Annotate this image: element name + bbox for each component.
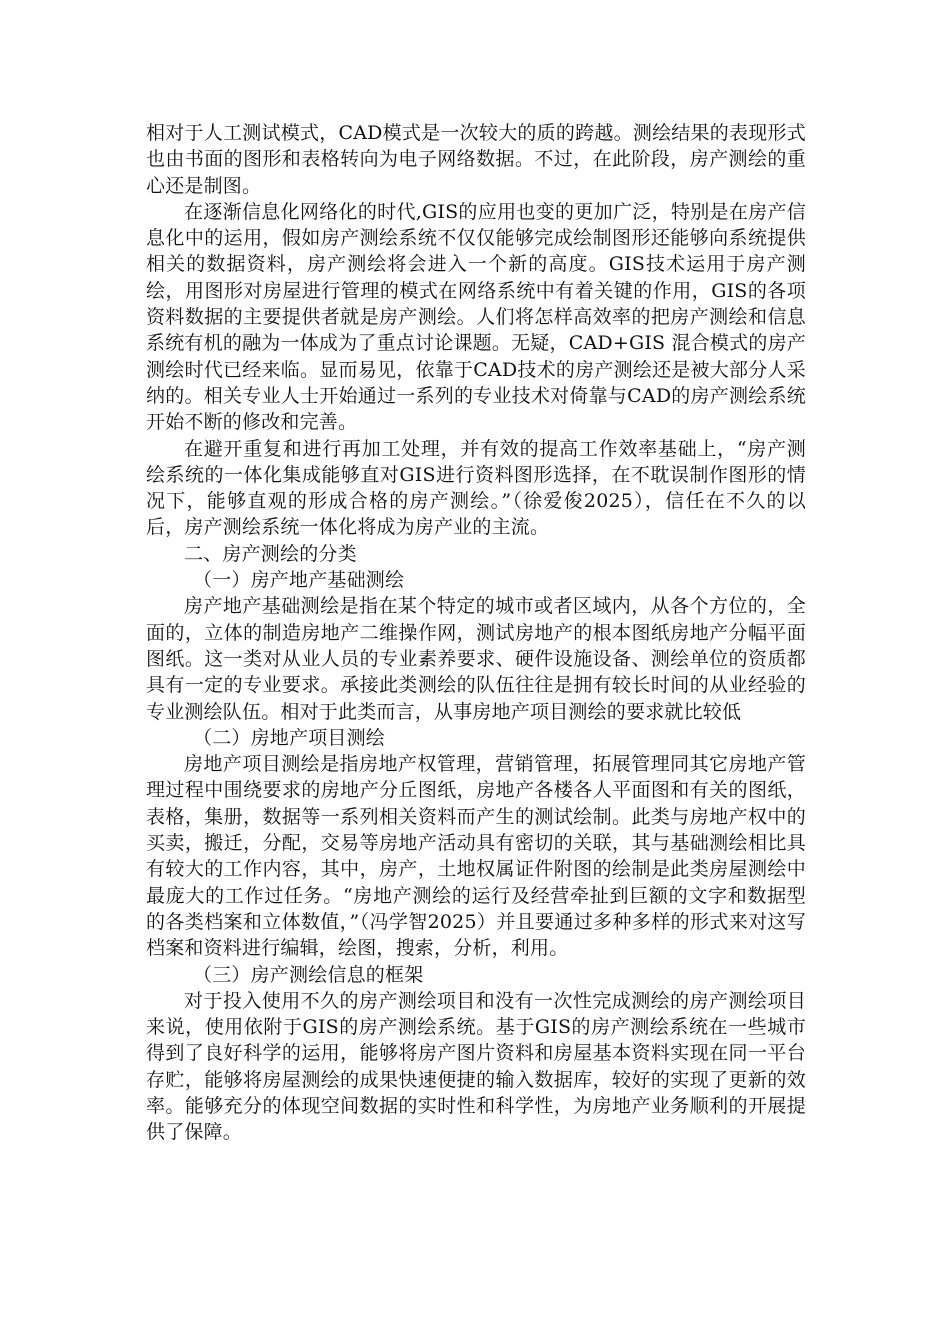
- subsection-heading-basic-survey: （一）房产地产基础测绘: [193, 569, 405, 592]
- section-heading-classification: 二、房产测绘的分类: [184, 542, 357, 565]
- subsection-heading-project-survey: （二）房地产项目测绘: [193, 726, 386, 749]
- paragraph-gis-application: 在逐渐信息化网络化的时代,GIS的应用也变的更加广泛，特别是在房产信息化中的运用，假如房产测绘系统不仅仅能够完成绘制图形还能够向系统提供相关的数据资料，房产测绘将会进入一个新的高度。GIS技术运用于房产测绘，用图形对房屋进行管理的模式在网络系统中有着关键的作用，GIS的各项资料数据的主要提供者就是房产测绘。人们将怎样高效率的把房产测绘和信息系统有机的融为一体成为了重点讨论课题。无疑，CAD+GIS 混合模式的房产测绘时代已经来临。显而易见，依靠于CAD技术的房产测绘还是被大部分人采纳的。相关专业人士开始通过一系列的专业技术对倚靠与CAD的房产测绘系统开始不断的修改和完善。: [146, 200, 806, 434]
- paragraph-system-integration: 在避开重复和进行再加工处理，并有效的提高工作效率基础上，“房产测绘系统的一体化集成能够直对GIS进行资料图形选择，在不耽误制作图形的情况下，能够直观的形成合格的房产测绘。”（徐爱俊2025），信任在不久的以后，房产测绘系统一体化将成为房产业的主流。: [146, 437, 806, 539]
- document-page: [146, 120, 806, 1146]
- paragraph-basic-survey: 房产地产基础测绘是指在某个特定的城市或者区域内，从各个方位的，全面的，立体的制造房地产二维操作网，测试房地产的根本图纸房地产分幅平面图纸。这一类对从业人员的专业素养要求、硬件设施设备、测绘单位的资质都具有一定的专业要求。承接此类测绘的队伍往往是拥有较长时间的从业经验的专业测绘队伍。相对于此类而言，从事房地产项目测绘的要求就比较低: [146, 595, 806, 723]
- subsection-heading-info-framework: （三）房产测绘信息的框架: [193, 963, 424, 986]
- paragraph-info-framework: 对于投入使用不久的房产测绘项目和没有一次性完成测绘的房产测绘项目来说，使用依附于GIS的房产测绘系统。基于GIS的房产测绘系统在一些城市得到了良好科学的运用，能够将房产图片资料和房屋基本资料实现在同一平台存贮，能够将房屋测绘的成果快速便捷的输入数据库，较好的实现了更新的效率。能够充分的体现空间数据的实时性和科学性，为房地产业务顺利的开展提供了保障。: [146, 989, 806, 1144]
- paragraph-cad-mode: 相对于人工测试模式，CAD模式是一次较大的质的跨越。测绘结果的表现形式也由书面的图形和表格转向为电子网络数据。不过，在此阶段，房产测绘的重心还是制图。: [146, 122, 806, 197]
- paragraph-project-survey: 房地产项目测绘是指房地产权管理，营销管理，拓展管理同其它房地产管理过程中围绕要求的房地产分丘图纸，房地产各楼各人平面图和有关的图纸，表格，集册，数据等一系列相关资料而产生的测试绘制。此类与房地产权中的买卖，搬迁，分配，交易等房地产活动具有密切的关联，其与基础测绘相比具有较大的工作内容，其中，房产，土地权属证件附图的绘制是此类房屋测绘中最庞大的工作过任务。“房地产测绘的运行及经营牵扯到巨额的文字和数据型的各类档案和立体数值，”（冯学智2025）并且要通过多种多样的形式来对这写档案和资料进行编辑，绘图，搜索，分析，利用。: [146, 753, 806, 960]
